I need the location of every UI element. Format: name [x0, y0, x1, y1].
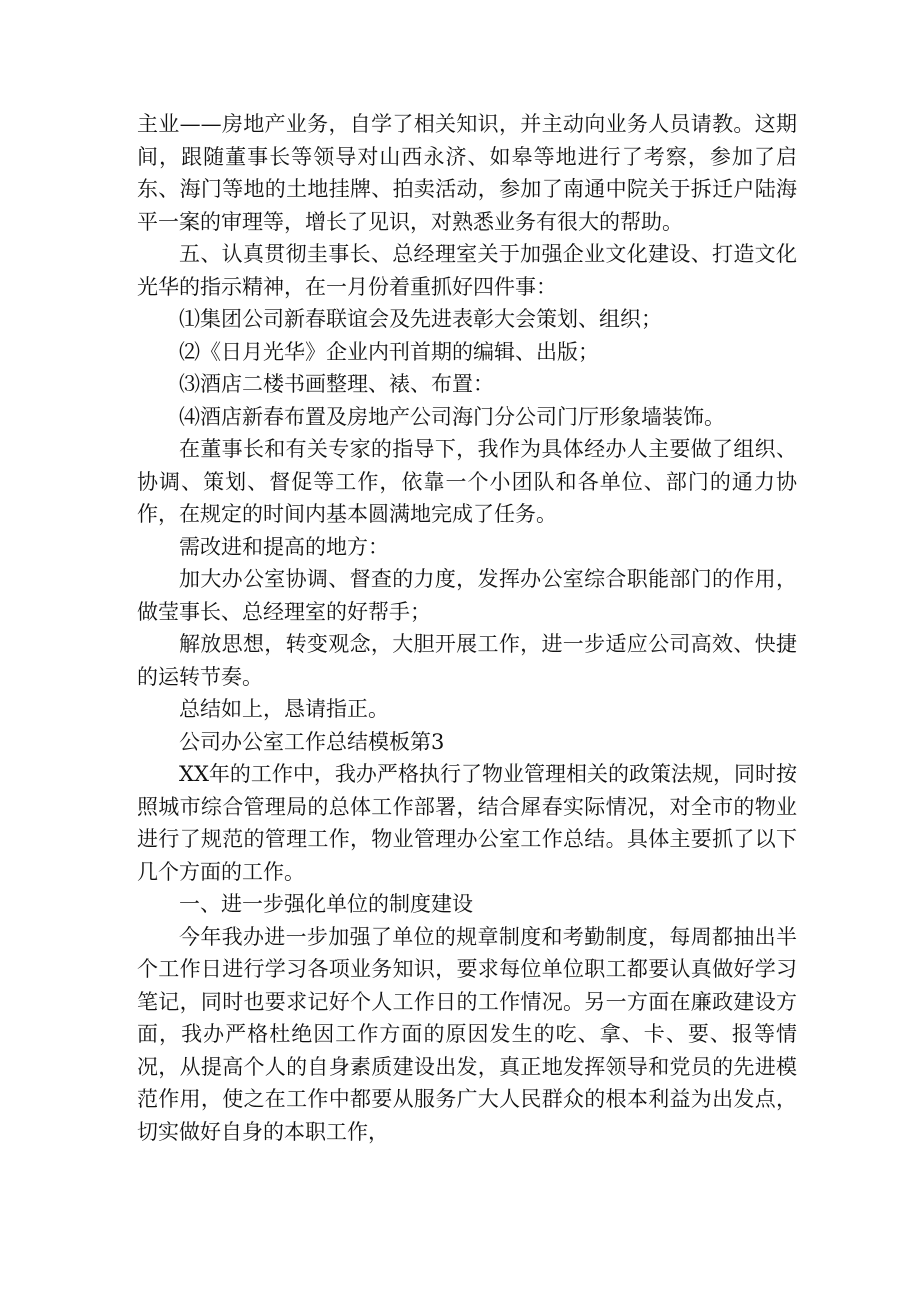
list-item-4: ⑷酒店新春布置及房地产公司海门分公司门厅形象墙装饰。 [179, 404, 725, 429]
document-body [137, 108, 797, 1148]
paragraph-improvement-2: 解放思想，转变观念，大胆开展工作，进一步适应公司高效、快捷的运转节奏。 [137, 632, 797, 689]
list-item-1: ⑴集团公司新春联谊会及先进表彰大会策划、组织； [179, 307, 662, 331]
paragraph-section-five: 五、认真贯彻圭事长、总经理室关于加强企业文化建设、打造文化光华的指示精神，在一月份着重抓好四件事： [137, 242, 797, 299]
paragraph-improvement-1: 加大办公室协调、督查的力度，发挥办公室综合职能部门的作用，做莹事长、总经理室的好帮手； [137, 567, 797, 624]
paragraph-closing: 总结如上，恳请指正。 [179, 697, 389, 721]
paragraph-intro: XX年的工作中，我办严格执行了物业管理相关的政策法规，同时按照城市综合管理局的总体工作部署，结合犀春实际情况，对全市的物业进行了规范的管理工作，物业管理办公室工作总结。具体主要抓了以下几个方面的工作。 [137, 762, 797, 884]
paragraph-system-building: 今年我办进一步加强了单位的规章制度和考勤制度，每周都抽出半个工作日进行学习各项业务知识，要求每位单位职工都要认真做好学习笔记，同时也要求记好个人工作日的工作情况。另一方面在廉政建设方面，我办严格杜绝因工作方面的原因发生的吃、拿、卡、要、报等情况，从提高个人的自身素质建设出发，真正地发挥领导和党员的先进模范作用，使之在工作中都要从服务广大人民群众的根本利益为出发点，切实做好自身的本职工作， [137, 924, 797, 1144]
paragraph-continuation: 主业——房地产业务，自学了相关知识，并主动向业务人员请教。这期间，跟随董事长等领导对山西永济、如皋等地进行了考察，参加了启东、海门等地的土地挂牌、拍卖活动，参加了南通中院关于拆迁户陆海平一案的审理等，增长了见识，对熟悉业务有很大的帮助。 [137, 112, 797, 234]
paragraph-improvement-heading: 需改进和提高的地方： [179, 534, 389, 559]
paragraph-guidance: 在董事长和有关专家的指导下，我作为具体经办人主要做了组织、协调、策划、督促等工作，依靠一个小团队和各单位、部门的通力协作，在规定的时间内基本圆满地完成了任务。 [137, 437, 797, 526]
list-item-2: ⑵《日月光华》企业内刊首期的编辑、出版； [179, 339, 599, 364]
section-title: 公司办公室工作总结模板第3 [179, 729, 445, 754]
list-item-3: ⑶酒店二楼书画整理、裱、布置： [179, 372, 494, 396]
subheading-system-building: 一、进一步强化单位的制度建设 [179, 892, 473, 916]
